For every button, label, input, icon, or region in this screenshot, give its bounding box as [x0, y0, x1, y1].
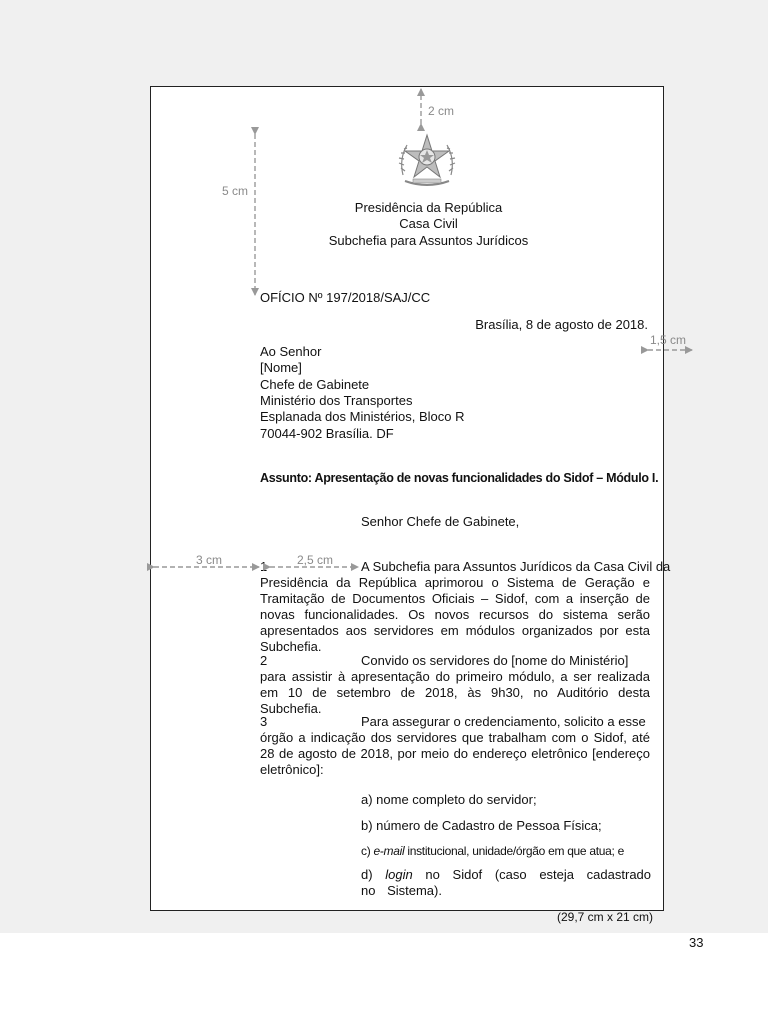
- header-line-subchefia: Subchefia para Assuntos Jurídicos: [328, 233, 529, 248]
- paragraph-3-number: 3: [260, 714, 268, 729]
- paragraph-3-body: órgão a indicação dos servidores que trabalham com o Sidof, até 28 de agosto de 2018, por meio do endereço eletrônico [endereço eletrônico]:: [260, 730, 650, 777]
- right-margin-label: 1,5 cm: [650, 333, 687, 347]
- header-line-presidencia: Presidência da República: [354, 200, 503, 215]
- header-line-casa-civil: Casa Civil: [399, 216, 458, 231]
- paragraph-2-body: para assistir à apresentação do primeiro módulo, a ser realizada em 10 de setembro de 2018, às 9h30, no Auditório desta Subchefia.: [260, 669, 650, 716]
- list-item-b: b) número de Cadastro de Pessoa Física;: [361, 818, 602, 833]
- paragraph-1-body: Presidência da República aprimorou o Sistema de Geração e Tramitação de Documentos Oficiais – Sidof, com a inserção de novas funcionalidades. Os novos recursos do sistema serão apresentados aos servidores em módulos organizados por esta Subchefia.: [260, 575, 650, 654]
- address-line-2: [Nome]: [260, 360, 302, 375]
- top-margin-label: 2 cm: [428, 104, 455, 118]
- page-size-caption: (29,7 cm x 21 cm): [557, 910, 654, 924]
- indent-label: 2,5 cm: [297, 553, 334, 567]
- list-item-d-suffix: no Sidof (caso esteja cadastrado no Sistema).: [361, 867, 652, 898]
- header-height-label: 5 cm: [222, 184, 249, 198]
- list-item-a: a) nome completo do servidor;: [361, 792, 537, 807]
- oficio-number: OFÍCIO Nº 197/2018/SAJ/CC: [260, 290, 431, 305]
- paragraph-1-first-line: A Subchefia para Assuntos Jurídicos da Casa Civil da: [361, 559, 671, 574]
- salutation: Senhor Chefe de Gabinete,: [361, 514, 520, 529]
- list-item-c-suffix: institucional, unidade/órgão em que atua; e: [404, 844, 624, 858]
- address-line-3: Chefe de Gabinete: [260, 377, 370, 392]
- address-line-1: Ao Senhor: [260, 344, 322, 359]
- page-number: 33: [689, 935, 704, 950]
- paragraph-3-first-line: Para assegurar o credenciamento, solicito a esse: [361, 714, 646, 729]
- left-margin-label: 3 cm: [196, 553, 223, 567]
- list-item-d-prefix: d): [361, 867, 386, 882]
- paragraph-1-number: 1: [260, 559, 268, 574]
- paragraph-2-number: 2: [260, 653, 268, 668]
- paragraph-2-first-line: Convido os servidores do [nome do Ministério]: [361, 653, 629, 668]
- list-item-d-emphasis: login: [385, 867, 413, 882]
- address-line-4: Ministério dos Transportes: [260, 393, 413, 408]
- address-line-6: 70044-902 Brasília. DF: [260, 426, 394, 441]
- date-line: Brasília, 8 de agosto de 2018.: [475, 317, 648, 332]
- list-item-c-prefix: c): [361, 844, 374, 858]
- list-item-c-emphasis: e-mail: [373, 844, 405, 858]
- address-line-5: Esplanada dos Ministérios, Bloco R: [260, 409, 465, 424]
- subject-line: Assunto: Apresentação de novas funcionalidades do Sidof – Módulo I.: [260, 471, 659, 485]
